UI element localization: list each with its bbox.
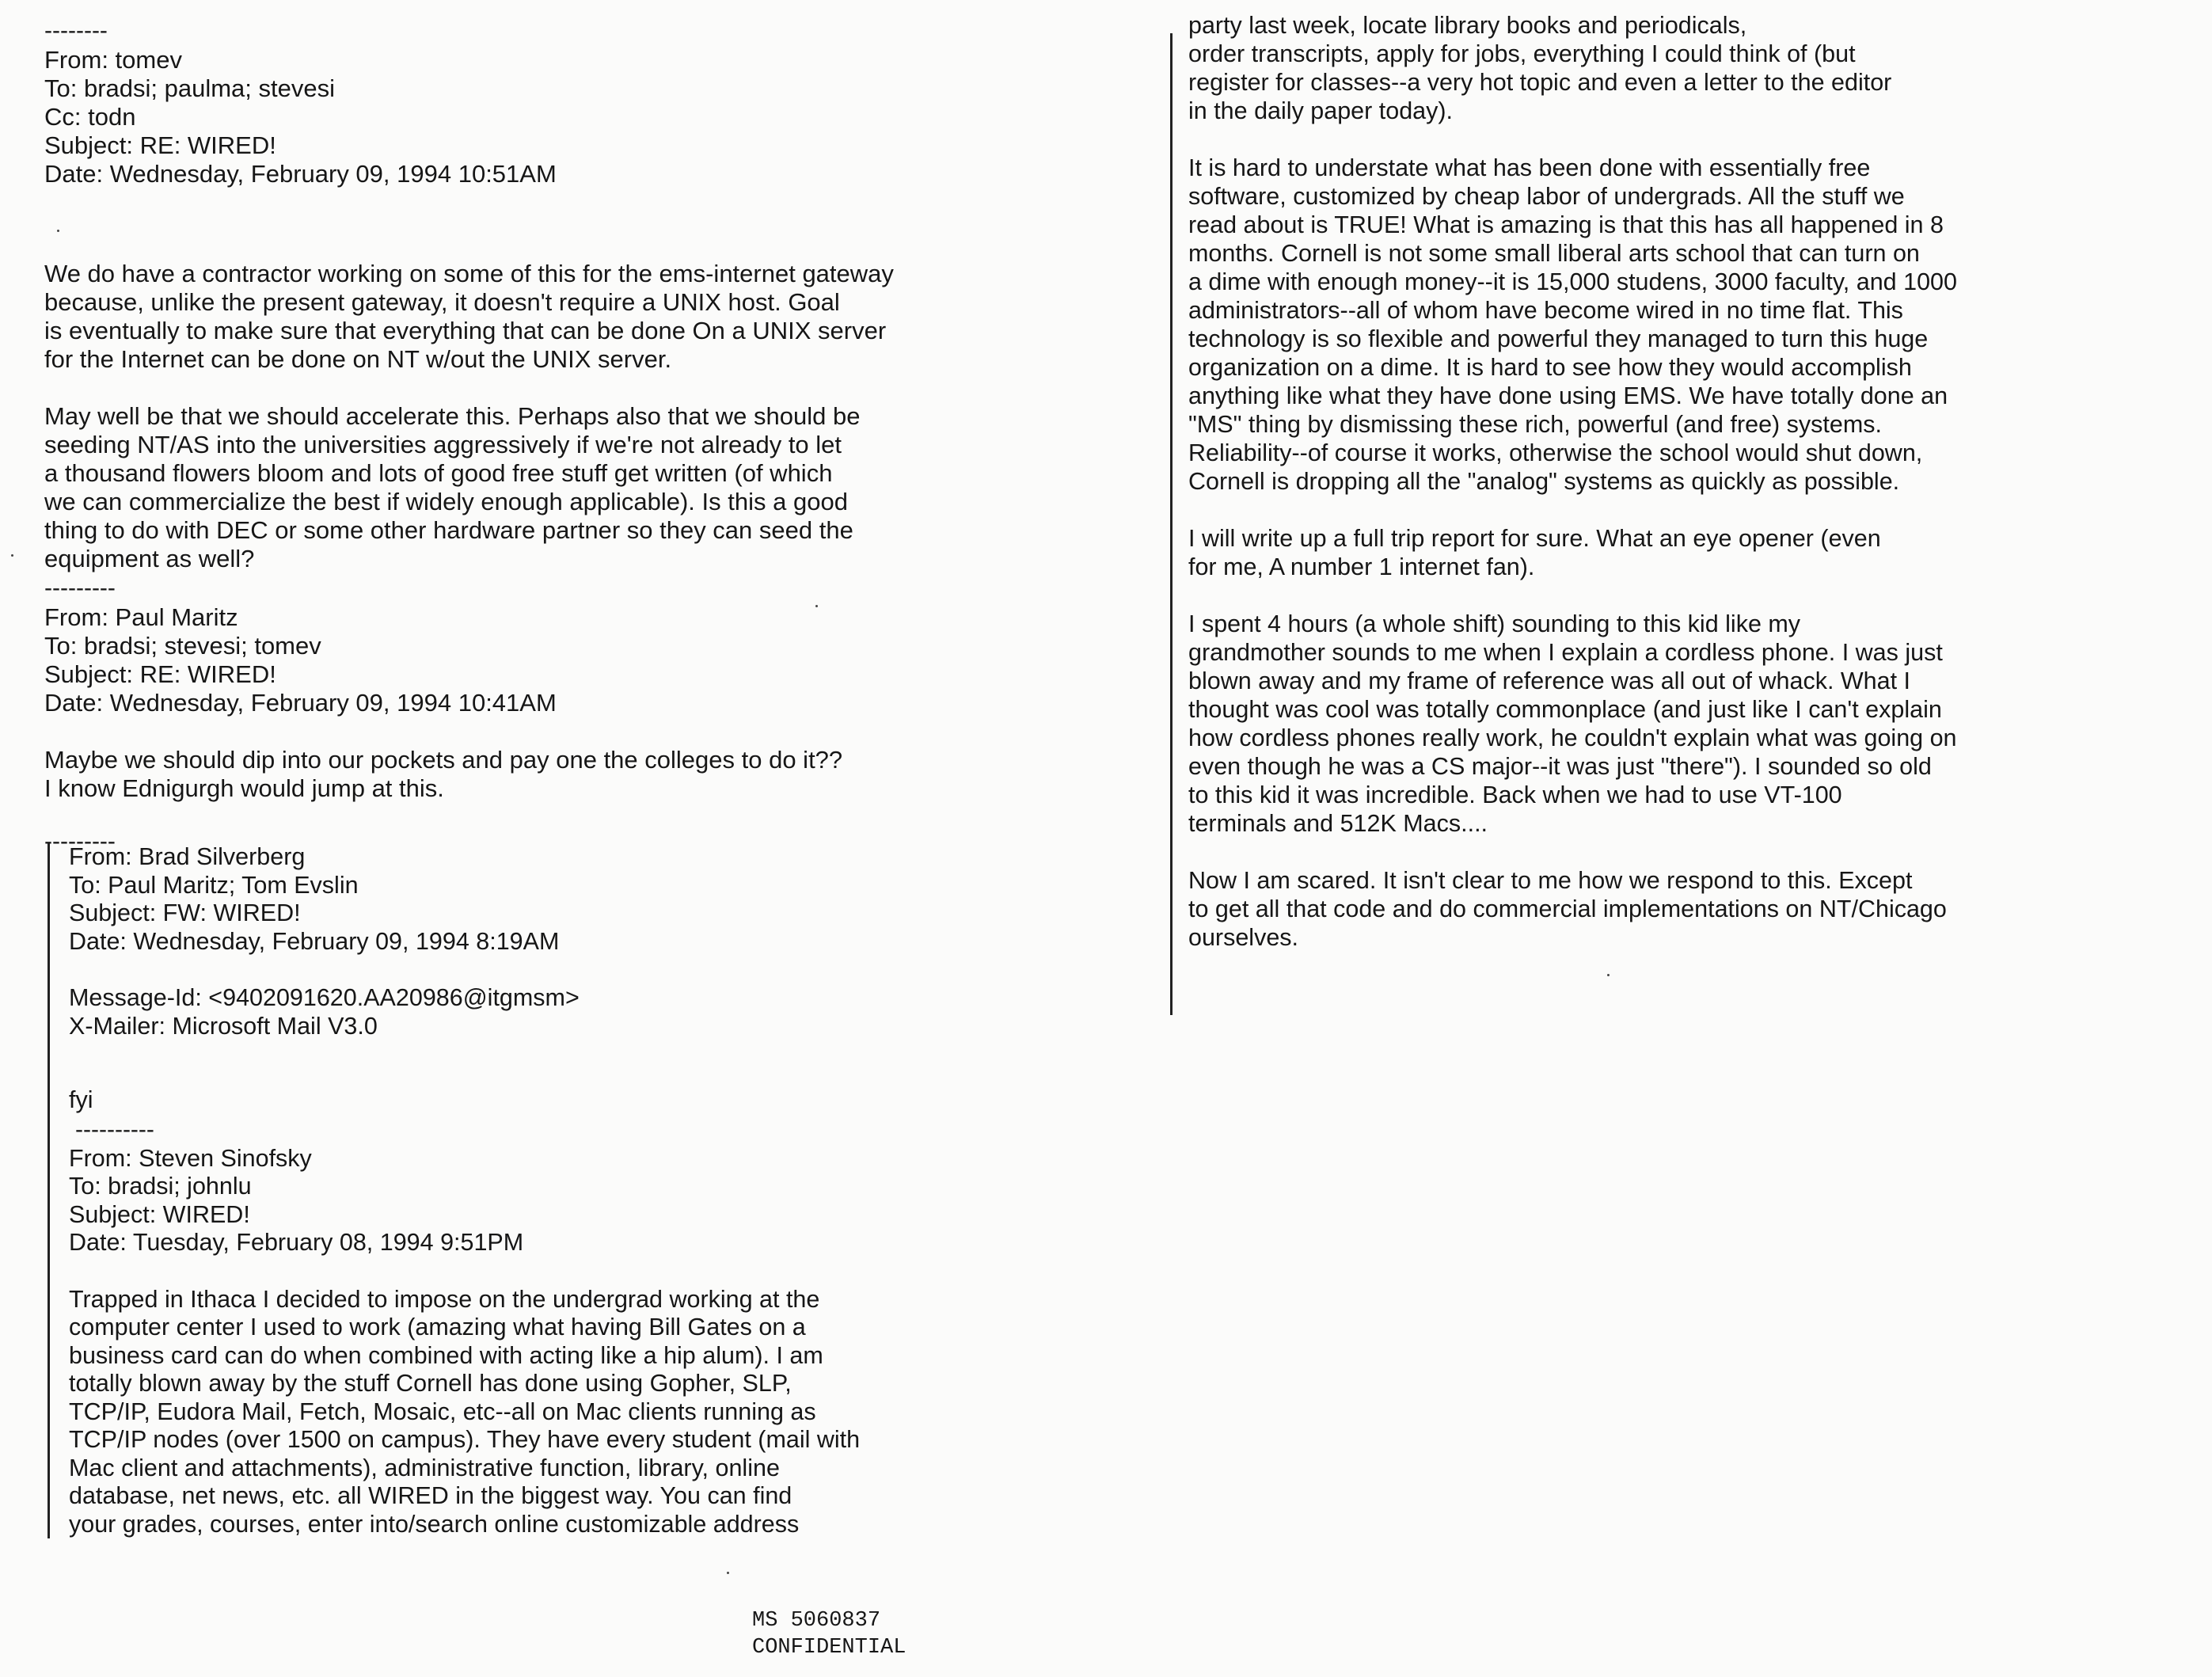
- continued-paragraph: [1188, 11, 2212, 125]
- to-line: To: Paul Maritz; Tom Evslin: [69, 871, 359, 899]
- body-line: technology is so flexible and powerful they managed to turn this huge: [1188, 325, 1929, 352]
- from-line: From: tomev: [44, 46, 182, 74]
- to-line: To: bradsi; stevesi; tomev: [44, 632, 321, 660]
- subject-line: Subject: FW: WIRED!: [69, 899, 301, 926]
- body-line: database, net news, etc. all WIRED in the biggest way. You can find: [69, 1482, 792, 1509]
- body-line: May well be that we should accelerate this. Perhaps also that we should be: [44, 402, 861, 430]
- body-line: Now I am scared. It isn't clear to me how we respond to this. Except: [1188, 867, 1913, 894]
- body-line: totally blown away by the stuff Cornell has done using Gopher, SLP,: [69, 1370, 792, 1397]
- left-column: [44, 16, 1153, 857]
- email-header-tomev: [44, 16, 1153, 188]
- body-line: ourselves.: [1188, 924, 1299, 951]
- date-line: Date: Wednesday, February 09, 1994 8:19AM: [69, 927, 560, 955]
- body-line: we can commercialize the best if widely enough applicable). Is this a good: [44, 488, 848, 515]
- body-line: I will write up a full trip report for sure. What an eye opener (even: [1188, 525, 1881, 552]
- body-line: for me, A number 1 internet fan).: [1188, 553, 1535, 580]
- x-mailer-line: X-Mailer: Microsoft Mail V3.0: [69, 1012, 378, 1040]
- message-id-line: Message-Id: <9402091620.AA20986@itgmsm>: [69, 984, 580, 1011]
- cc-line: Cc: todn: [44, 103, 136, 131]
- body-line: It is hard to understate what has been done with essentially free: [1188, 154, 1871, 181]
- paragraph-understate: [1188, 154, 2212, 496]
- body-line: to get all that code and do commercial implementations on NT/Chicago: [1188, 896, 1947, 922]
- separator: --------: [44, 17, 108, 44]
- body-line: order transcripts, apply for jobs, everything I could think of (but: [1188, 40, 1856, 67]
- body-line: because, unlike the present gateway, it doesn't require a UNIX host. Goal: [44, 288, 840, 316]
- paragraph-four-hours: [1188, 610, 2212, 838]
- body-line: TCP/IP, Eudora Mail, Fetch, Mosaic, etc--all on Mac clients running as: [69, 1398, 816, 1425]
- body-line: Maybe we should dip into our pockets and pay one the colleges to do it??: [44, 746, 843, 774]
- separator: ---------: [44, 575, 116, 601]
- body-line: seeding NT/AS into the universities aggressively if we're not already to let: [44, 431, 842, 458]
- body-line: to this kid it was incredible. Back when we had to use VT-100: [1188, 781, 1842, 808]
- scan-speck: [11, 554, 13, 557]
- body-line: in the daily paper today).: [1188, 97, 1454, 124]
- email-body-tomev-para2: [44, 402, 1153, 573]
- forwarded-message-block: [48, 843, 1146, 1538]
- from-line: From: Steven Sinofsky: [69, 1144, 312, 1172]
- email-body-steven-sinofsky: [69, 1286, 1146, 1539]
- separator: ---------: [44, 828, 116, 854]
- email-body-tomev-para1: [44, 260, 1153, 374]
- body-line: blown away and my frame of reference was all out of whack. What I: [1188, 667, 1911, 694]
- body-line: party last week, locate library books and periodicals,: [1188, 12, 1747, 39]
- body-line: thought was cool was totally commonplace (and just like I can't explain: [1188, 696, 1942, 723]
- email-header-steven-sinofsky: [69, 1115, 1146, 1257]
- subject-line: Subject: RE: WIRED!: [44, 660, 276, 688]
- email-body-brad-silverberg: [69, 1086, 1146, 1115]
- body-line: how cordless phones really work, he couldn't explain what was going on: [1188, 724, 1957, 751]
- body-line: a dime with enough money--it is 15,000 studens, 3000 faculty, and 1000: [1188, 268, 1957, 295]
- body-line: register for classes--a very hot topic and even a letter to the editor: [1188, 69, 1892, 96]
- to-line: To: bradsi; johnlu: [69, 1173, 252, 1200]
- body-line: even though he was a CS major--it was just "there"). I sounded so old: [1188, 753, 1932, 780]
- from-line: From: Paul Maritz: [44, 603, 238, 631]
- email-header-brad-silverberg: [69, 843, 1146, 956]
- body-line: I spent 4 hours (a whole shift) sounding to this kid like my: [1188, 610, 1801, 637]
- from-line: From: Brad Silverberg: [69, 843, 306, 870]
- body-line: is eventually to make sure that everything that can be done On a UNIX server: [44, 317, 887, 344]
- email-header-paul-maritz: [44, 573, 1153, 717]
- body-line: I know Ednigurgh would jump at this.: [44, 774, 444, 802]
- body-line: equipment as well?: [44, 545, 255, 572]
- body-line: software, customized by cheap labor of undergrads. All the stuff we: [1188, 183, 1905, 210]
- body-line: computer center I used to work (amazing what having Bill Gates on a: [69, 1314, 806, 1340]
- scan-speck: [57, 230, 59, 232]
- bates-number: MS 5060837: [752, 1609, 881, 1633]
- to-line: To: bradsi; paulma; stevesi: [44, 74, 336, 102]
- paragraph-trip-report: [1188, 524, 2212, 581]
- date-line: Date: Tuesday, February 08, 1994 9:51PM: [69, 1229, 524, 1256]
- body-line: months. Cornell is not some small liberal arts school that can turn on: [1188, 240, 1920, 267]
- subject-line: Subject: RE: WIRED!: [44, 131, 276, 159]
- separator: ----------: [75, 1116, 154, 1143]
- body-line: Reliability--of course it works, otherwise the school would shut down,: [1188, 439, 1923, 466]
- body-line: for the Internet can be done on NT w/out the UNIX server.: [44, 345, 672, 373]
- scan-speck: [727, 1572, 729, 1574]
- date-line: Date: Wednesday, February 09, 1994 10:41AM: [44, 689, 557, 717]
- paragraph-scared: [1188, 866, 2212, 952]
- body-line: terminals and 512K Macs....: [1188, 810, 1488, 837]
- body-line: fyi: [69, 1086, 93, 1113]
- body-line: "MS" thing by dismissing these rich, powerful (and free) systems.: [1188, 411, 1882, 438]
- body-line: We do have a contractor working on some of this for the ems-internet gateway: [44, 260, 894, 287]
- bates-stamp: [752, 1607, 906, 1661]
- body-line: Trapped in Ithaca I decided to impose on the undergrad working at the: [69, 1285, 820, 1313]
- body-line: business card can do when combined with acting like a hip alum). I am: [69, 1341, 823, 1369]
- scan-speck: [1607, 974, 1610, 976]
- body-line: read about is TRUE! What is amazing is that this has all happened in 8: [1188, 211, 1944, 238]
- body-line: Cornell is dropping all the "analog" systems as quickly as possible.: [1188, 468, 1900, 495]
- body-line: a thousand flowers bloom and lots of good free stuff get written (of which: [44, 459, 833, 487]
- body-line: grandmother sounds to me when I explain a cordless phone. I was just: [1188, 639, 1943, 666]
- body-line: administrators--all of whom have become wired in no time flat. This: [1188, 297, 1903, 324]
- body-line: Mac client and attachments), administrative function, library, online: [69, 1454, 780, 1481]
- message-meta: [69, 984, 1146, 1040]
- scan-speck: [815, 605, 818, 607]
- date-line: Date: Wednesday, February 09, 1994 10:51AM: [44, 160, 557, 188]
- right-column: [1170, 12, 2212, 1015]
- body-line: your grades, courses, enter into/search online customizable address: [69, 1510, 800, 1538]
- body-line: organization on a dime. It is hard to see how they would accomplish: [1188, 354, 1912, 381]
- body-line: anything like what they have done using EMS. We have totally done an: [1188, 382, 1948, 409]
- email-body-paul-maritz: [44, 746, 1153, 803]
- confidential-label: CONFIDENTIAL: [752, 1636, 906, 1660]
- body-line: thing to do with DEC or some other hardware partner so they can seed the: [44, 516, 853, 544]
- subject-line: Subject: WIRED!: [69, 1200, 250, 1228]
- body-line: TCP/IP nodes (over 1500 on campus). They have every student (mail with: [69, 1426, 861, 1453]
